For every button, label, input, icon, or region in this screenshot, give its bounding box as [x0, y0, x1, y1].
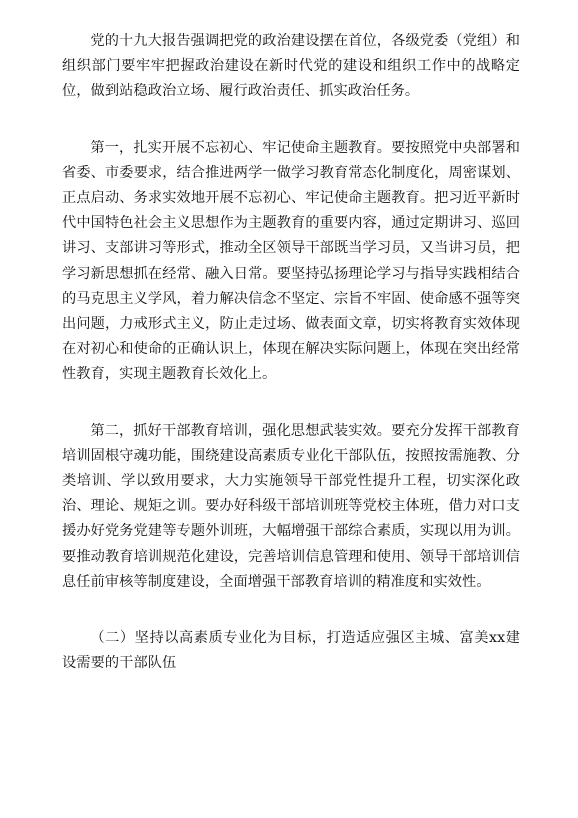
section-heading: （二）坚持以高素质专业化为目标，打造适应强区主城、富美xx建设需要的干部队伍 [62, 630, 520, 672]
paragraph-spacer [62, 105, 520, 136]
paragraph-second-point: 第二，抓好干部教育培训，强化思想武装实效。要充分发挥干部教育培训固根守魂功能，围绕建设高素质专业化干部队伍，按照按需施教、分类培训、学以致用要求，大力实施领导干部党性提升工程，切实深化政治、理论、规矩之训。要办好科级干部培训班等党校主体班，借力对口支援办好党务党建等专题外训班，大幅增强干部综合素质，实现以用为训。要推动教育培训规范化建设，完善培训信息管理和使用、领导干部培训信息任前审核等制度建设，全面增强干部教育培训的精准度和实效性。 [62, 422, 520, 590]
paragraph-spacer [62, 388, 520, 419]
paragraph-first-point: 第一，扎实开展不忘初心、牢记使命主题教育。要按照党中央部署和省委、市委要求，结合推进两学一做学习教育常态化制度化，周密谋划、正点启动、务求实效地开展不忘初心、牢记使命主题教育。把习近平新时代中国特色社会主义思想作为主题教育的重要内容，通过定期讲习、巡回讲习、支部讲习等形式，推动全区领导干部既当学习员，又当讲习员，把学习新思想抓在经常、融入日常。要坚持弘扬理论学习与指导实践相结合的马克思主义学风，着力解决信念不坚定、宗旨不牢固、使命感不强等突出问题，力戒形式主义，防止走过场、做表面文章，切实将教育实效体现在对初心和使命的正确认识上，体现在解决实际问题上，体现在突出经常性教育，实现主题教育长效化上。 [62, 139, 520, 383]
paragraph-spacer [62, 595, 520, 626]
paragraph-intro: 党的十九大报告强调把党的政治建设摆在首位，各级党委（党组）和组织部门要牢牢把握政治建设在新时代党的建设和组织工作中的战略定位，做到站稳政治立场、履行政治责任、抓实政治任务。 [62, 33, 520, 100]
